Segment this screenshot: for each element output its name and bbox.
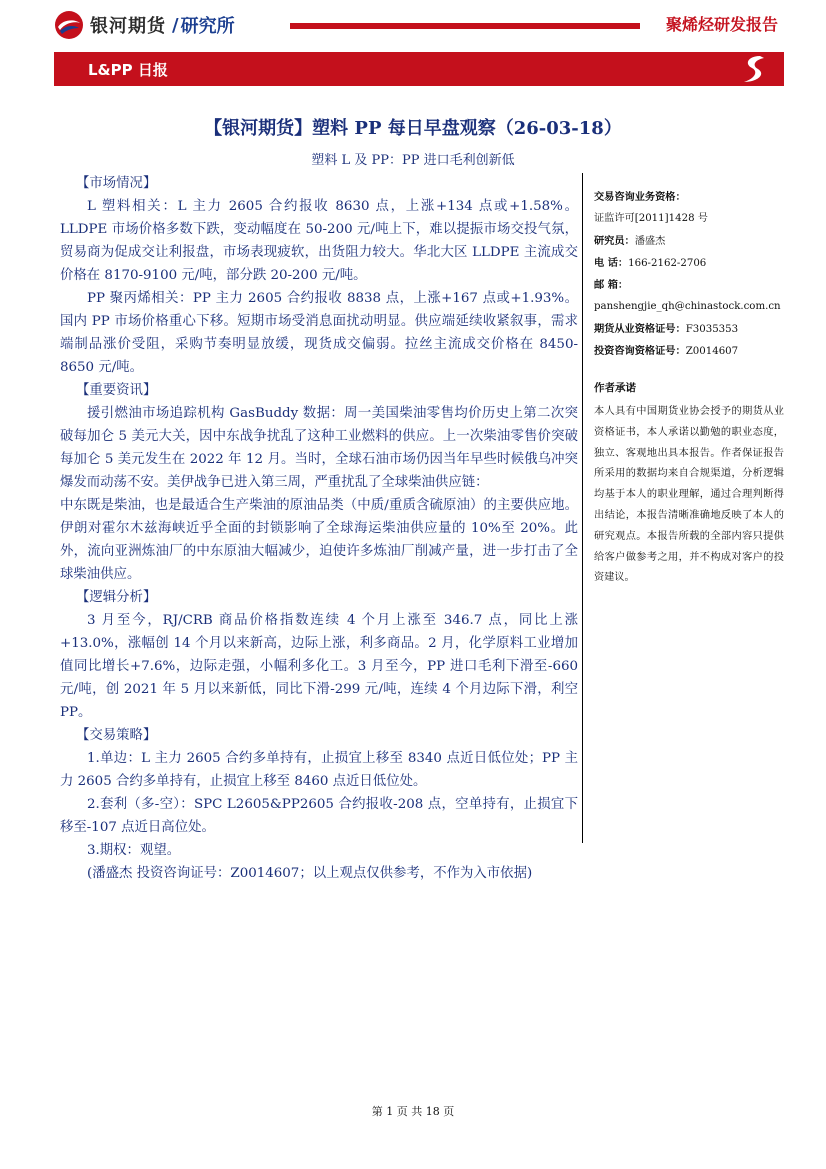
commitment-title: 作者承诺 <box>594 382 636 394</box>
email-link[interactable]: panshengjie_qh@chinastock.com.cn <box>594 301 781 312</box>
email-label: 邮 箱： <box>594 279 629 291</box>
paragraph: 中东既是柴油，也是最适合生产柴油的原油品类（中质/重质含硫原油）的主要供应地。伊朗对霍尔木兹海峡近乎全面的封锁影响了全球海运柴油供应量的 10%至 20%。此外，流向亚洲炼油厂的中东原油大幅减少，迫使许多炼油厂削减产量，进一步打击了全球柴油供应。 <box>60 498 578 582</box>
column-divider <box>582 173 583 843</box>
advisory-cert: Z0014607 <box>685 346 739 357</box>
page-subtitle: 塑料 L 及 PP：PP 进口毛利创新低 <box>311 153 515 168</box>
paragraph: L 塑料相关：L 主力 2605 合约报收 8630 点，上涨+134 点或+1.58%。LLDPE 市场价格多数下跌，变动幅度在 50-200 元/吨上下，难以提振市场交投气氛，贸易商为促成交让利报盘，市场表现疲软，出货阻力较大。华北大区 LLDPE 主流成交价格在 8170-9100 元/吨，部分跌 20-200 元/吨。 <box>60 199 578 283</box>
brand-name: 银河期货 <box>90 16 166 37</box>
report-type: 聚烯烃研发报告 <box>665 15 778 34</box>
paragraph: 援引燃油市场追踪机构 GasBuddy 数据：周一美国柴油零售均价历史上第二次突破每加仑 5 美元大关，因中东战争扰乱了这种工业燃料的供应。上一次柴油零售价突破每加仑 5 美元发生在 2022 年 12 月。当时，全球石油市场仍因当年早些时候俄乌冲突爆发而动荡不安。美伊战争已进入第三周，严重扰乱了全球柴油供应链： <box>60 406 578 490</box>
galaxy-logo-icon <box>54 10 84 40</box>
paragraph: 2.套利（多-空）：SPC L2605&PP2605 合约报收-208 点，空单持有，止损宜下移至-107 点近日高位处。 <box>60 797 578 835</box>
brand-slash: / <box>172 14 179 36</box>
swoosh-icon <box>734 52 774 86</box>
phone-number: 166-2162-2706 <box>628 258 707 269</box>
commitment-text: 本人具有中国期货业协会授予的期货从业资格证书，本人承诺以勤勉的职业态度，独立、客观地出具本报告。作者保证报告所采用的数据均来自合规渠道，分析逻辑均基于本人的职业理解，通过合理判断得出结论，本报告清晰准确地反映了本人的研究观点。本报告所载的全部内容只提供给客户做参考之用，并不构成对客户的投资建议。 <box>594 406 784 584</box>
page-number: 第 1 页 共 18 页 <box>371 1105 455 1118</box>
sidebar <box>594 186 784 362</box>
section-heading-strategy: 【交易策略】 <box>76 728 157 743</box>
page-title: 【银河期货】塑料 PP 每日早盘观察（26-03-18） <box>204 118 622 139</box>
researcher-name: 潘盛杰 <box>634 236 666 247</box>
brand-logo <box>54 8 235 42</box>
institute-name: 研究所 <box>180 16 235 37</box>
section-heading-market: 【市场情况】 <box>76 176 157 191</box>
header-rule <box>290 23 640 29</box>
section-heading-logic: 【逻辑分析】 <box>76 590 157 605</box>
paragraph: PP 聚丙烯相关：PP 主力 2605 合约报收 8838 点，上涨+167 点或+1.93%。国内 PP 市场价格重心下移。短期市场受消息面扰动明显。供应端延续收紧叙事，需求端制品涨价受阻，采购节奏明显放缓，现货成交偏弱。拉丝主流成交价格在 8450-8650 元/吨。 <box>60 291 578 375</box>
qualification-title: 交易咨询业务资格： <box>594 191 686 203</box>
section-heading-news: 【重要资讯】 <box>76 383 157 398</box>
disclaimer-note: (潘盛杰 投资咨询证号：Z0014607；以上观点仅供参考，不作为入市依据) <box>87 866 533 881</box>
advisory-cert-label: 投资咨询资格证号： <box>594 345 686 357</box>
header-band <box>54 52 784 86</box>
researcher-label: 研究员： <box>594 235 635 247</box>
paragraph: 3.期权：观望。 <box>87 843 181 858</box>
phone-label: 电 话： <box>594 257 629 269</box>
paragraph: 3 月至今，RJ/CRB 商品价格指数连续 4 个月上涨至 346.7 点，同比上涨+13.0%，涨幅创 14 个月以来新高，边际上涨，利多商品。2 月，化学原料工业增加值同比增长+7.6%，边际走强，小幅利多化工。3 月至今，PP 进口毛利下滑至-660 元/吨，创 2021 年 5 月以来新低，同比下滑-299 元/吨，连续 4 个月边际下滑，利空 PP。 <box>60 613 578 720</box>
license-number: 证监许可[2011]1428 号 <box>594 213 708 224</box>
futures-cert: F3035353 <box>685 324 739 335</box>
main-content <box>60 172 578 885</box>
futures-cert-label: 期货从业资格证号： <box>594 323 686 335</box>
band-label: L&PP 日报 <box>88 61 168 79</box>
paragraph: 1.单边：L 主力 2605 合约多单持有，止损宜上移至 8340 点近日低位处；PP 主力 2605 合约多单持有，止损宜上移至 8460 点近日低位处。 <box>60 751 578 789</box>
